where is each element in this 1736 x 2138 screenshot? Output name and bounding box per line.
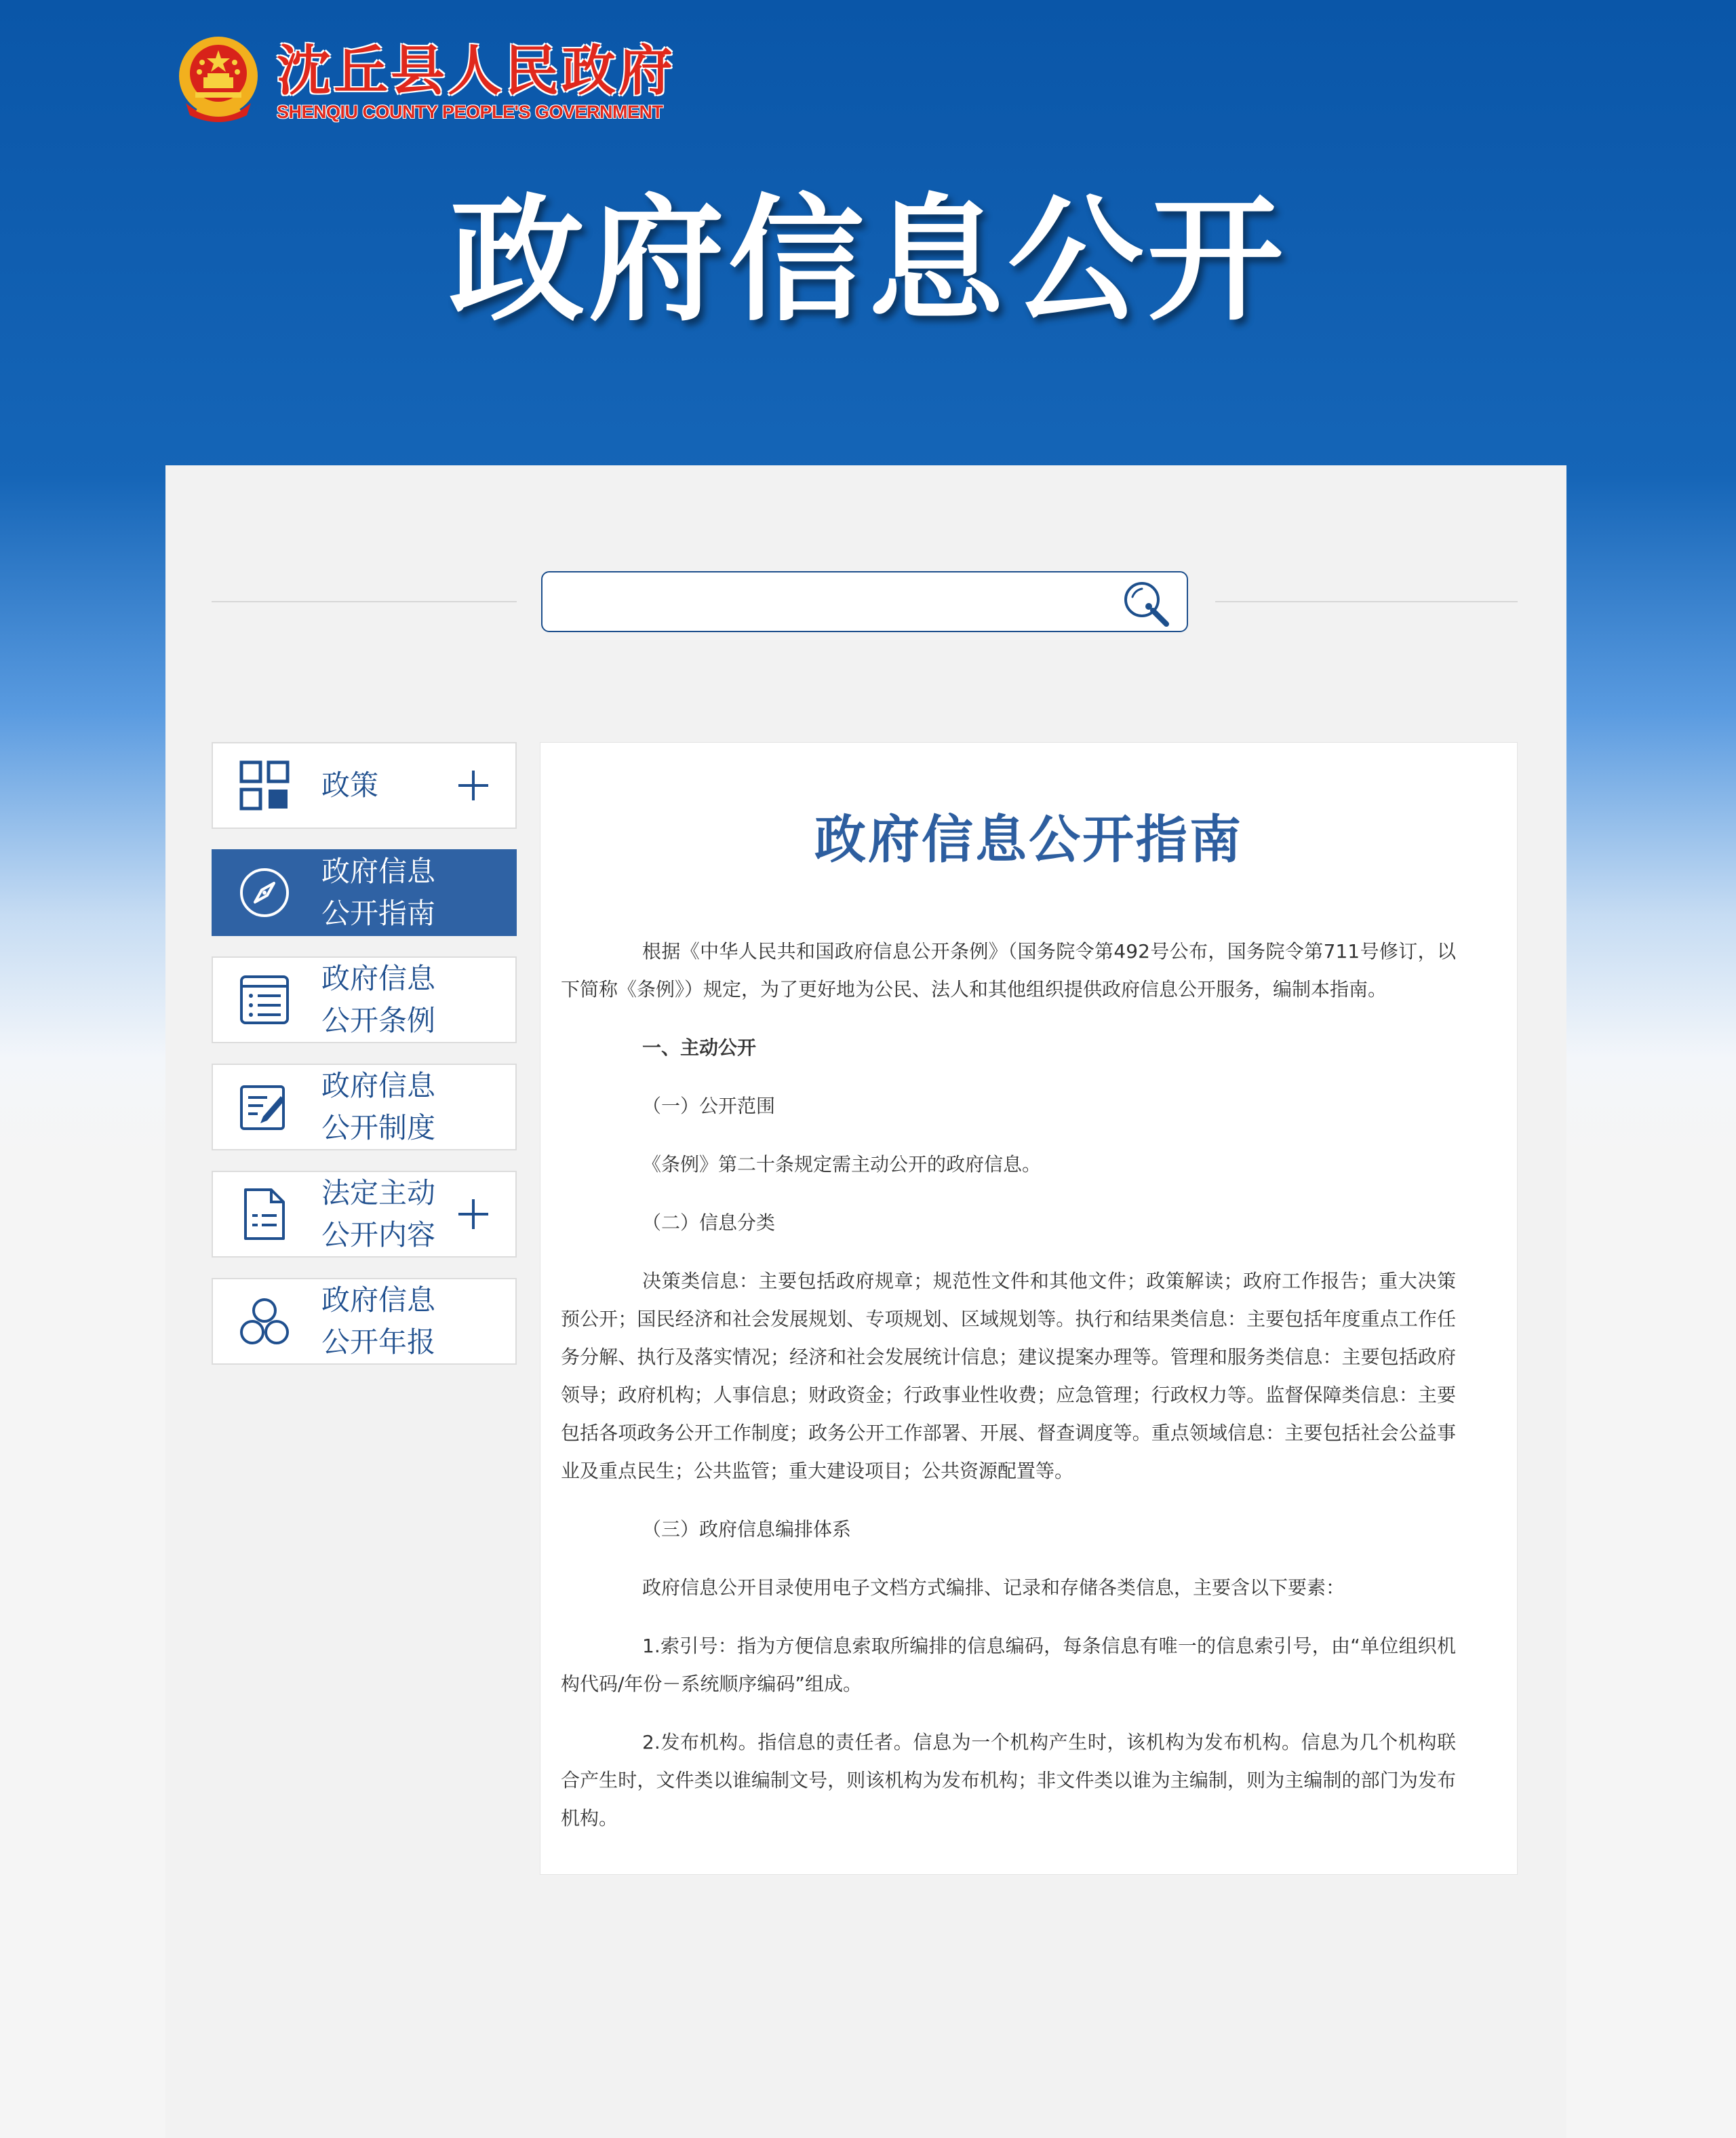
paragraph: 1.索引号：指为方便信息索取所编排的信息编码，每条信息有唯一的信息索引号，由“单位组织机构代码/年份－系统顺序编码”组成。 bbox=[561, 1635, 1456, 1695]
sidebar-item-system[interactable] bbox=[212, 1064, 517, 1150]
sidebar-item-guide[interactable] bbox=[212, 849, 517, 936]
paragraph: 根据《中华人民共和国政府信息公开条例》（国务院令第492号公布，国务院令第711号修订，以下简称《条例》）规定，为了更好地为公民、法人和其他组织提供政府信息公开服务，编制本指南。 bbox=[561, 940, 1456, 1000]
section-heading: 一、主动公开 bbox=[642, 1036, 757, 1059]
list-icon bbox=[237, 973, 292, 1027]
search-divider-right bbox=[1215, 601, 1518, 602]
paragraph: 《条例》第二十条规定需主动公开的政府信息。 bbox=[642, 1153, 1042, 1175]
search-divider-left bbox=[212, 601, 517, 602]
people-icon bbox=[237, 1294, 292, 1348]
subsection-heading: （三）政府信息编排体系 bbox=[642, 1518, 852, 1540]
edit-icon bbox=[237, 1080, 292, 1134]
sidebar-item-label: 政府信息 公开条例 bbox=[321, 962, 436, 1037]
sidebar-nav bbox=[212, 742, 517, 1385]
sidebar-item-label: 政府信息 公开制度 bbox=[321, 1069, 436, 1144]
plus-icon[interactable] bbox=[456, 768, 491, 803]
sidebar-item-label: 政策 bbox=[321, 769, 379, 802]
site-logo[interactable] bbox=[176, 35, 675, 125]
national-emblem-icon bbox=[176, 35, 260, 125]
sidebar-item-statutory[interactable] bbox=[212, 1171, 517, 1258]
document-title: 政府信息公开指南 bbox=[814, 809, 1243, 870]
paragraph: 决策类信息：主要包括政府规章；规范性文件和其他文件；政策解读；政府工作报告；重大决策预公开；国民经济和社会发展规划、专项规划、区域规划等。执行和结果类信息：主要包括年度重点工作任务分解、执行及落实情况；经济和社会发展统计信息；建议提案办理等。管理和服务类信息：主要包括政府领导；政府机构；人事信息；财政资金；行政事业性收费；应急管理；行政权力等。监督保障类信息：主要包括各项政务公开工作制度；政务公开工作部署、开展、督查调度等。重点领域信息：主要包括社会公益事业及重点民生；公共监管；重大建设项目；公共资源配置等。 bbox=[561, 1270, 1456, 1482]
site-name-cn: 沈丘县人民政府 bbox=[277, 38, 675, 102]
compass-icon bbox=[237, 866, 292, 920]
search-icon[interactable] bbox=[1119, 577, 1173, 631]
sidebar-item-regulations[interactable] bbox=[212, 956, 517, 1043]
paragraph: 政府信息公开目录使用电子文档方式编排、记录和存储各类信息，主要含以下要素： bbox=[642, 1576, 1345, 1599]
sidebar-item-annual-report[interactable] bbox=[212, 1278, 517, 1365]
subsection-heading: （二）信息分类 bbox=[642, 1211, 776, 1234]
site-name-en: SHENQIU COUNTY PEOPLE'S GOVERNMENT bbox=[277, 101, 663, 122]
plus-icon[interactable] bbox=[456, 1197, 491, 1232]
document-body bbox=[561, 933, 1456, 1855]
hero-title: 政府信息公开 bbox=[448, 182, 1287, 340]
sidebar-item-label: 法定主动 公开内容 bbox=[321, 1176, 436, 1251]
sidebar-item-policy[interactable] bbox=[212, 742, 517, 829]
search-input[interactable] bbox=[541, 571, 1188, 632]
document-icon bbox=[237, 1187, 292, 1241]
sidebar-item-label: 政府信息 公开年报 bbox=[321, 1283, 436, 1359]
paragraph: 2.发布机构。指信息的责任者。信息为一个机构产生时，该机构为发布机构。信息为几个机构联合产生时，文件类以谁编制文号，则该机构为发布机构；非文件类以谁为主编制，则为主编制的部门为发布机构。 bbox=[561, 1731, 1456, 1829]
grid-icon bbox=[237, 758, 292, 813]
main-panel bbox=[165, 465, 1566, 2138]
subsection-heading: （一）公开范围 bbox=[642, 1095, 776, 1117]
sidebar-item-label: 政府信息 公开指南 bbox=[321, 855, 436, 930]
document-panel bbox=[540, 742, 1518, 1875]
